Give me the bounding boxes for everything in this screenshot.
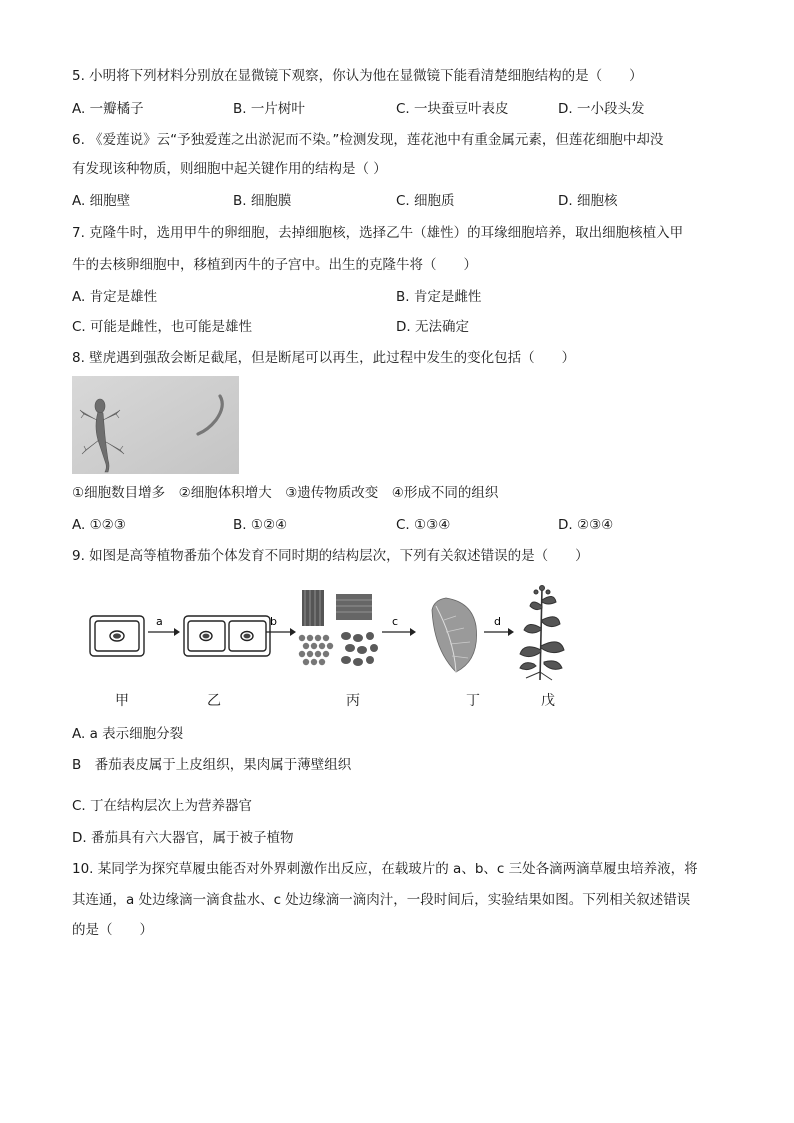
stage-label-jia: 甲 (115, 693, 129, 709)
q6-option-c: C. 细胞质 (396, 193, 455, 209)
q8-items: ①细胞数目增多 ②细胞体积增大 ③遗传物质改变 ④形成不同的组织 (72, 485, 499, 501)
stage-label-wu: 戊 (541, 693, 555, 709)
stage-label-yi: 乙 (207, 693, 221, 709)
arrow-label-a: a (156, 615, 163, 628)
q8-option-a: A. ①②③ (72, 517, 126, 533)
q10-stem-line1: 10. 某同学为探究草履虫能否对外界刺激作出反应，在载玻片的 a、b、c 三处各滴两滴草履虫培养液，将 (72, 861, 698, 877)
q6-option-a: A. 细胞壁 (72, 193, 131, 209)
gecko-photo (72, 376, 239, 474)
q7-stem-line1: 7. 克隆牛时，选用甲牛的卵细胞，去掉细胞核，选择乙牛（雄性）的耳缘细胞培养，取出细胞核植入甲 (72, 225, 684, 241)
q6-stem-line1: 6. 《爱莲说》云“予独爱莲之出淤泥而不染。”检测发现，莲花池中有重金属元素，但莲花细胞中却没 (72, 132, 664, 148)
stage-label-bing: 丙 (346, 693, 360, 709)
single-cell-icon (90, 616, 144, 656)
q5-option-b: B. 一片树叶 (233, 101, 305, 117)
q9-option-b: B 番茄表皮属于上皮组织，果肉属于薄壁组织 (72, 757, 352, 773)
q8-option-b: B. ①②④ (233, 517, 288, 533)
q5-option-d: D. 一小段头发 (558, 101, 645, 117)
tomato-plant-icon (520, 586, 564, 681)
q9-option-a: A. a 表示细胞分裂 (72, 726, 184, 742)
stage-label-ding: 丁 (466, 693, 480, 709)
q9-option-c: C. 丁在结构层次上为营养器官 (72, 798, 253, 814)
two-cells-icon (184, 616, 270, 656)
q10-stem-line3: 的是（ ） (72, 922, 153, 938)
leaf-icon (432, 598, 477, 672)
arrow-label-b: b (270, 615, 277, 628)
q9-option-d: D. 番茄具有六大器官，属于被子植物 (72, 830, 294, 846)
q10-stem-line2: 其连通，a 处边缘滴一滴食盐水、c 处边缘滴一滴肉汁，一段时间后，实验结果如图。下列相关叙述错误 (72, 892, 691, 908)
tomato-development-diagram (84, 580, 584, 690)
q7-option-d: D. 无法确定 (396, 319, 469, 335)
q7-option-b: B. 肯定是雌性 (396, 289, 482, 305)
tissues-icon (299, 590, 378, 666)
arrow-label-c: c (392, 615, 399, 628)
q7-option-c: C. 可能是雌性，也可能是雄性 (72, 319, 253, 335)
q6-option-b: B. 细胞膜 (233, 193, 292, 209)
q8-option-d: D. ②③④ (558, 517, 614, 533)
q5-stem: 5. 小明将下列材料分别放在显微镜下观察，你认为他在显微镜下能看清楚细胞结构的是（ ） (72, 68, 643, 84)
q8-option-c: C. ①③④ (396, 517, 451, 533)
arrow-label-d: d (494, 615, 501, 628)
q6-stem-line2: 有发现该种物质，则细胞中起关键作用的结构是（ ） (72, 161, 387, 177)
q6-option-d: D. 细胞核 (558, 193, 618, 209)
q7-stem-line2: 牛的去核卵细胞中，移植到丙牛的子宫中。出生的克隆牛将（ ） (72, 257, 477, 273)
q7-option-a: A. 肯定是雄性 (72, 289, 158, 305)
q5-option-a: A. 一瓣橘子 (72, 101, 144, 117)
q9-stem: 9. 如图是高等植物番茄个体发育不同时期的结构层次，下列有关叙述错误的是（ ） (72, 548, 589, 564)
q8-stem: 8. 壁虎遇到强敌会断足截尾，但是断尾可以再生，此过程中发生的变化包括（ ） (72, 350, 576, 366)
q5-option-c: C. 一块蚕豆叶表皮 (396, 101, 509, 117)
